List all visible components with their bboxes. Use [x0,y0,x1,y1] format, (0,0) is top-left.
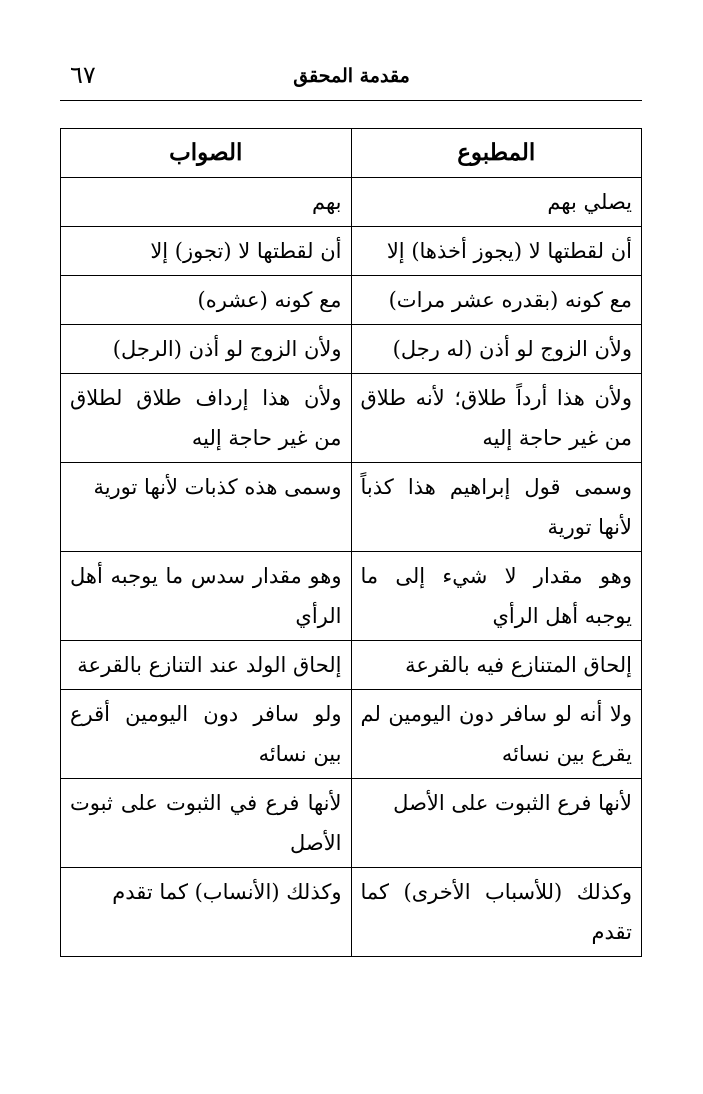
printed-cell: ولأن الزوج لو أذن (له رجل) [351,325,642,374]
correct-cell: إلحاق الولد عند التنازع بالقرعة [61,641,352,690]
correct-cell: مع كونه (عشره) [61,276,352,325]
header-row [61,129,642,178]
table-row [61,178,642,227]
table-row [61,463,642,552]
table-row [61,227,642,276]
correct-cell: أن لقطتها لا (تجوز) إلا [61,227,352,276]
correct-cell: وهو مقدار سدس ما يوجبه أهل الرأي [61,552,352,641]
table-row [61,374,642,463]
correct-cell: لأنها فرع في الثبوت على ثبوت الأصل [61,779,352,868]
printed-cell: إلحاق المتنازع فيه بالقرعة [351,641,642,690]
correct-cell: ولو سافر دون اليومين أقرع بين نسائه [61,690,352,779]
printed-cell: ولأن هذا أرداً طلاق؛ لأنه طلاق من غير حاجة إليه [351,374,642,463]
printed-cell: وكذلك (للأسباب الأخرى) كما تقدم [351,868,642,957]
correct-cell: وكذلك (الأنساب) كما تقدم [61,868,352,957]
correct-cell: ولأن الزوج لو أذن (الرجل) [61,325,352,374]
page-number: ٦٧ [70,61,96,89]
printed-cell: وهو مقدار لا شيء إلى ما يوجبه أهل الرأي [351,552,642,641]
table-row [61,690,642,779]
printed-cell: يصلي بهم [351,178,642,227]
correct-cell: ولأن هذا إرداف طلاق لطلاق من غير حاجة إليه [61,374,352,463]
printed-cell: مع كونه (بقدره عشر مرات) [351,276,642,325]
table-row [61,641,642,690]
correct-cell: بهم [61,178,352,227]
printed-cell: ولا أنه لو سافر دون اليومين لم يقرع بين نسائه [351,690,642,779]
table-row [61,276,642,325]
printed-cell: وسمى قول إبراهيم هذا كذباً لأنها تورية [351,463,642,552]
table-row [61,868,642,957]
printed-cell: أن لقطتها لا (يجوز أخذها) إلا [351,227,642,276]
header-printed: المطبوع [351,129,642,178]
correct-cell: وسمى هذه كذبات لأنها تورية [61,463,352,552]
table-row [61,552,642,641]
table-row [61,779,642,868]
printed-cell: لأنها فرع الثبوت على الأصل [351,779,642,868]
errata-table [60,128,642,957]
header-rule [60,100,642,101]
header-correct: الصواب [61,129,352,178]
table-row [61,325,642,374]
running-head: مقدمة المحقق [293,65,410,87]
